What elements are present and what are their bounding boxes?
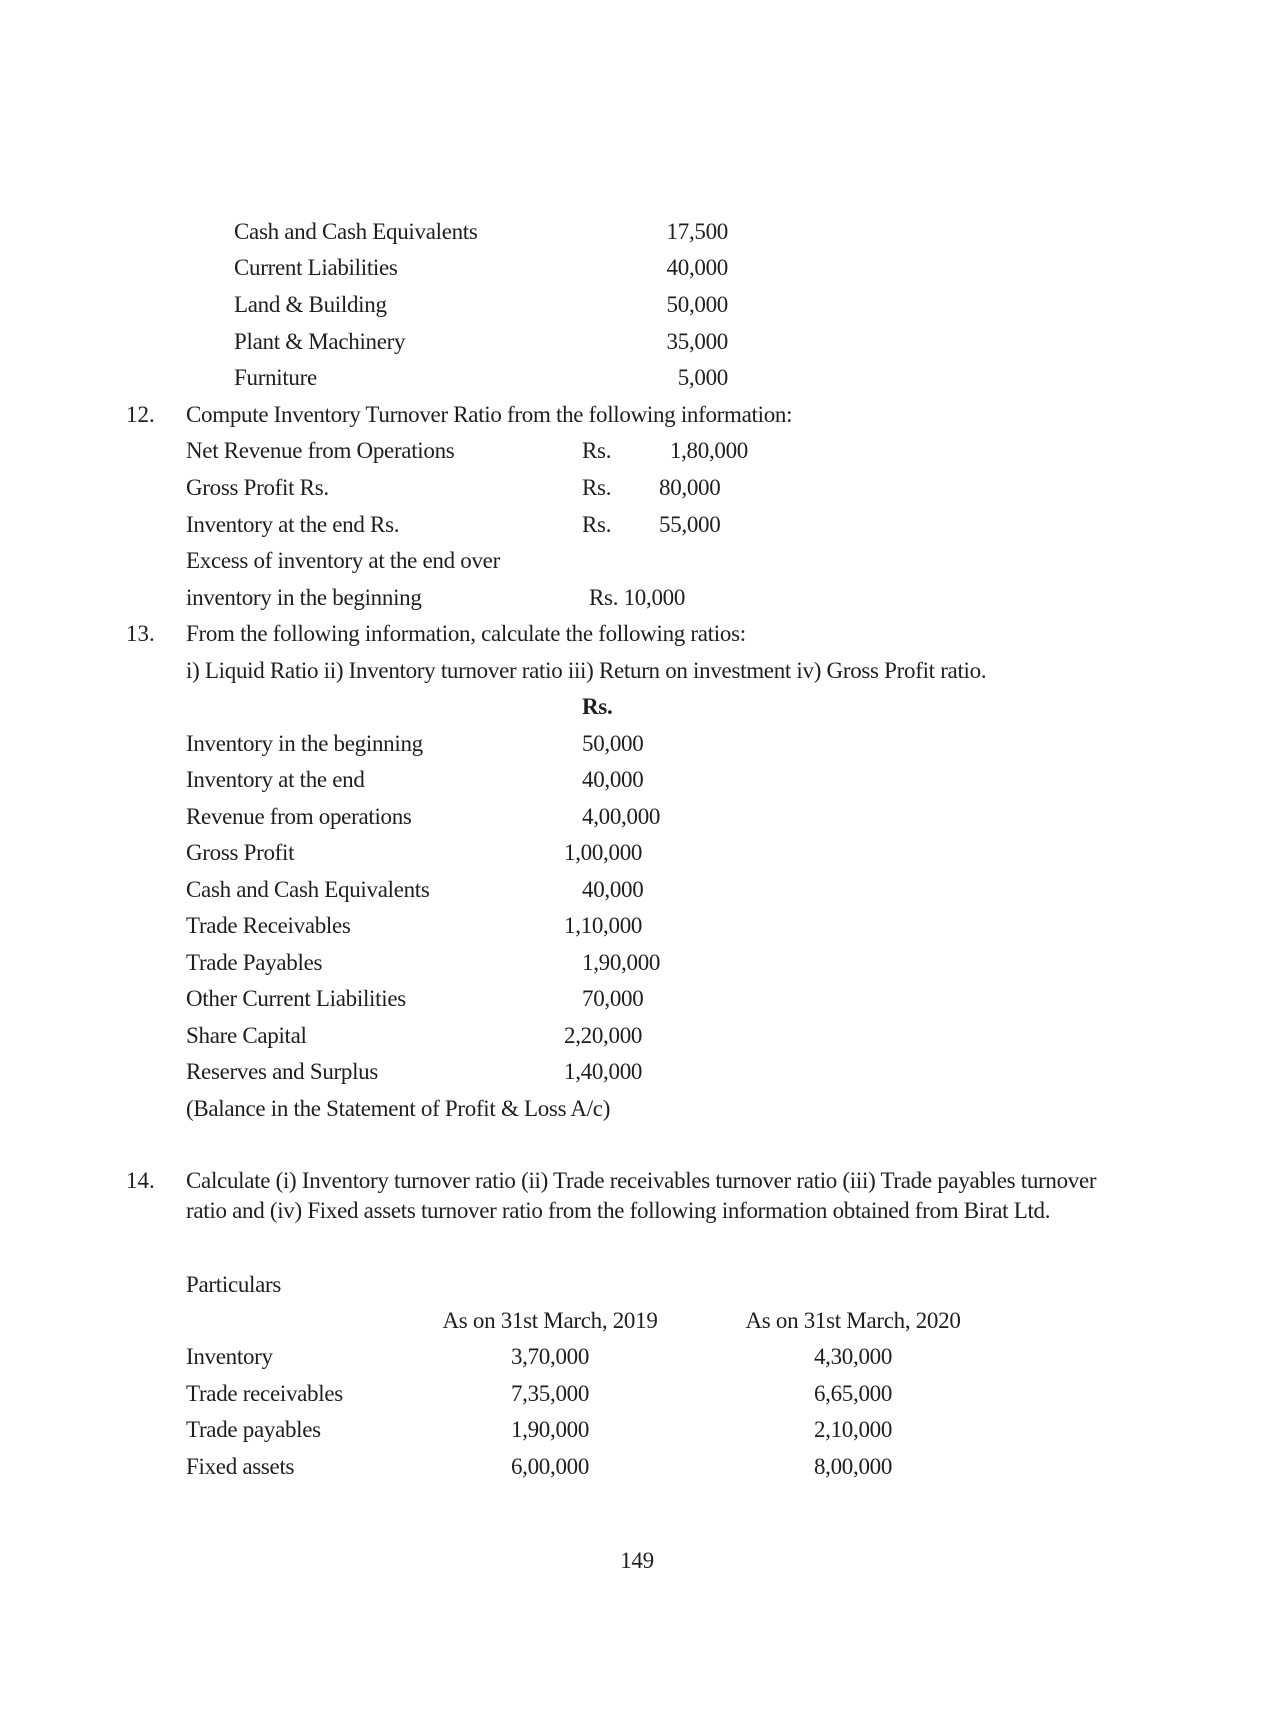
list-item-label: Plant & Machinery — [234, 329, 406, 354]
list-item-label: Current Liabilities — [234, 255, 398, 280]
question-number: 12. — [126, 402, 155, 427]
row-label: Inventory at the end — [186, 767, 365, 792]
list-item-label: Furniture — [234, 365, 317, 390]
column-header-2019: As on 31st March, 2019 — [442, 1308, 658, 1333]
particulars-label: Particulars — [186, 1272, 282, 1297]
row-value-2019: 1,90,000 — [510, 1417, 590, 1442]
row-value: 70,000 — [582, 986, 644, 1011]
row-value: 1,80,000 — [669, 438, 748, 463]
row-label: Trade Payables — [186, 950, 323, 975]
row-label: Inventory in the beginning — [186, 731, 423, 756]
question-text-line1: Calculate (i) Inventory turnover ratio (ii) Trade receivables turnover ratio (iii) Trade payables turnover — [186, 1168, 1097, 1193]
excess-value: Rs. 10,000 — [589, 585, 686, 610]
list-item-value: 5,000 — [677, 365, 728, 390]
row-value: 1,00,000 — [564, 840, 643, 865]
row-label: Inventory — [186, 1344, 273, 1369]
row-label: Gross Profit — [186, 840, 295, 865]
row-value: 4,00,000 — [582, 804, 661, 829]
note: (Balance in the Statement of Profit & Loss A/c) — [186, 1096, 611, 1121]
row-value: 1,90,000 — [582, 950, 661, 975]
row-value-2020: 8,00,000 — [813, 1454, 893, 1479]
row-value: 2,20,000 — [564, 1023, 643, 1048]
column-header: Rs. — [582, 694, 613, 719]
row-label: Inventory at the end Rs. — [186, 512, 400, 537]
row-label: Cash and Cash Equivalents — [186, 877, 430, 902]
row-currency: Rs. — [582, 438, 612, 463]
row-value: 1,10,000 — [564, 913, 643, 938]
question-subtext: i) Liquid Ratio ii) Inventory turnover ratio iii) Return on investment iv) Gross Profit ratio. — [186, 658, 987, 683]
row-value: 80,000 — [659, 475, 721, 500]
row-value-2020: 2,10,000 — [813, 1417, 893, 1442]
row-label: Trade payables — [186, 1417, 321, 1442]
row-value: 40,000 — [582, 767, 644, 792]
list-item-value: 40,000 — [666, 255, 728, 280]
row-label: Net Revenue from Operations — [186, 438, 455, 463]
row-value: 1,40,000 — [564, 1059, 643, 1084]
question-number: 14. — [126, 1168, 155, 1193]
row-value: 40,000 — [582, 877, 644, 902]
row-value-2019: 6,00,000 — [510, 1454, 590, 1479]
row-value: 55,000 — [659, 512, 721, 537]
row-currency: Rs. — [582, 512, 612, 537]
excess-label-line2: inventory in the beginning — [186, 585, 422, 610]
list-item-label: Cash and Cash Equivalents — [234, 219, 478, 244]
row-label: Trade receivables — [186, 1381, 343, 1406]
row-label: Other Current Liabilities — [186, 986, 406, 1011]
row-label: Share Capital — [186, 1023, 307, 1048]
list-item-value: 35,000 — [666, 329, 728, 354]
page-number: 149 — [620, 1548, 654, 1573]
row-label: Reserves and Surplus — [186, 1059, 379, 1084]
row-value-2020: 6,65,000 — [813, 1381, 893, 1406]
excess-label-line1: Excess of inventory at the end over — [186, 548, 500, 573]
list-item-value: 50,000 — [666, 292, 728, 317]
row-label: Revenue from operations — [186, 804, 412, 829]
row-currency: Rs. — [582, 475, 612, 500]
question-text: From the following information, calculate the following ratios: — [186, 621, 746, 646]
row-value: 50,000 — [582, 731, 644, 756]
row-label: Gross Profit Rs. — [186, 475, 329, 500]
question-number: 13. — [126, 621, 155, 646]
question-text: Compute Inventory Turnover Ratio from the following information: — [186, 402, 793, 427]
row-value-2019: 7,35,000 — [510, 1381, 590, 1406]
column-header-2020: As on 31st March, 2020 — [745, 1308, 961, 1333]
question-text-line2: ratio and (iv) Fixed assets turnover ratio from the following information obtained from Birat Ltd. — [186, 1198, 1051, 1223]
row-label: Trade Receivables — [186, 913, 351, 938]
list-item-label: Land & Building — [234, 292, 387, 317]
row-label: Fixed assets — [186, 1454, 295, 1479]
list-item-value: 17,500 — [666, 219, 728, 244]
row-value-2020: 4,30,000 — [813, 1344, 893, 1369]
row-value-2019: 3,70,000 — [510, 1344, 590, 1369]
